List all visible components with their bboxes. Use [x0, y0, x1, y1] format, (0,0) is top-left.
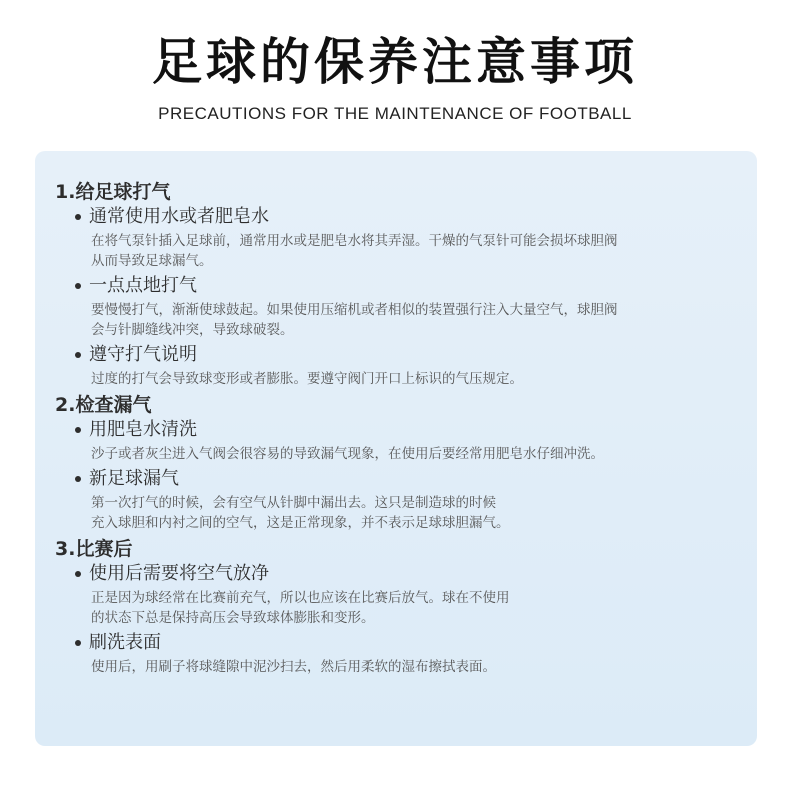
item-header: [75, 562, 735, 586]
item-title: 通常使用水或者肥皂水: [89, 206, 269, 227]
item-title: 刷洗表面: [89, 632, 161, 653]
list-item: [75, 467, 735, 533]
description-line: 过度的打气会导致球变形或者膨胀。要遵守阀门开口上标识的气压规定。: [91, 371, 523, 387]
item-title: 遵守打气说明: [89, 344, 197, 365]
item-header: [75, 343, 735, 367]
item-title: 一点点地打气: [89, 275, 197, 296]
description-line: 在将气泵针插入足球前，通常用水或是肥皂水将其弄湿。干燥的气泵针可能会损坏球胆阀: [91, 233, 618, 249]
section-heading: 1.给足球打气: [55, 181, 171, 203]
item-header: [75, 467, 735, 491]
item-title: 新足球漏气: [89, 468, 179, 489]
list-item: [75, 205, 735, 271]
item-title: 使用后需要将空气放净: [89, 563, 269, 584]
item-header: [75, 205, 735, 229]
list-item: [75, 631, 735, 677]
bullet-icon: [75, 352, 81, 358]
description-line: 第一次打气的时候，会有空气从针脚中漏出去。这只是制造球的时候: [91, 495, 496, 511]
description-line: 要慢慢打气，渐渐使球鼓起。如果使用压缩机或者相似的装置强行注入大量空气，球胆阀: [91, 302, 618, 318]
page-title: 足球的保养注意事项: [152, 33, 638, 91]
bullet-icon: [75, 640, 81, 646]
item-description: [91, 493, 735, 533]
item-description: [91, 588, 735, 628]
list-item: [75, 274, 735, 340]
content-list: [55, 179, 735, 680]
description-line: 正是因为球经常在比赛前充气，所以也应该在比赛后放气。球在不使用: [91, 590, 510, 606]
item-header: [75, 418, 735, 442]
content-card: [35, 151, 757, 746]
section-heading: 3.比赛后: [55, 538, 133, 560]
page-subtitle: PRECAUTIONS FOR THE MAINTENANCE OF FOOTBALL: [158, 104, 632, 123]
item-description: [91, 444, 735, 464]
description-line: 充入球胆和内衬之间的空气，这是正常现象，并不表示足球球胆漏气。: [91, 515, 510, 531]
item-title: 用肥皂水清洗: [89, 419, 197, 440]
description-line: 使用后，用刷子将球缝隙中泥沙扫去，然后用柔软的湿布擦拭表面。: [91, 659, 496, 675]
description-line: 沙子或者灰尘进入气阀会很容易的导致漏气现象，在使用后要经常用肥皂水仔细冲洗。: [91, 446, 604, 462]
item-description: [91, 300, 735, 340]
bullet-icon: [75, 214, 81, 220]
item-header: [75, 631, 735, 655]
description-line: 的状态下总是保持高压会导致球体膨胀和变形。: [91, 610, 375, 626]
list-item: [75, 418, 735, 464]
item-header: [75, 274, 735, 298]
list-item: [75, 562, 735, 628]
bullet-icon: [75, 476, 81, 482]
description-line: 从而导致足球漏气。: [91, 253, 213, 269]
section-heading: 2.检查漏气: [55, 394, 152, 416]
list-item: [75, 343, 735, 389]
item-description: [91, 231, 735, 271]
description-line: 会与针脚缝线冲突，导致球破裂。: [91, 322, 294, 338]
bullet-icon: [75, 283, 81, 289]
bullet-icon: [75, 427, 81, 433]
bullet-icon: [75, 571, 81, 577]
item-description: [91, 369, 735, 389]
item-description: [91, 657, 735, 677]
